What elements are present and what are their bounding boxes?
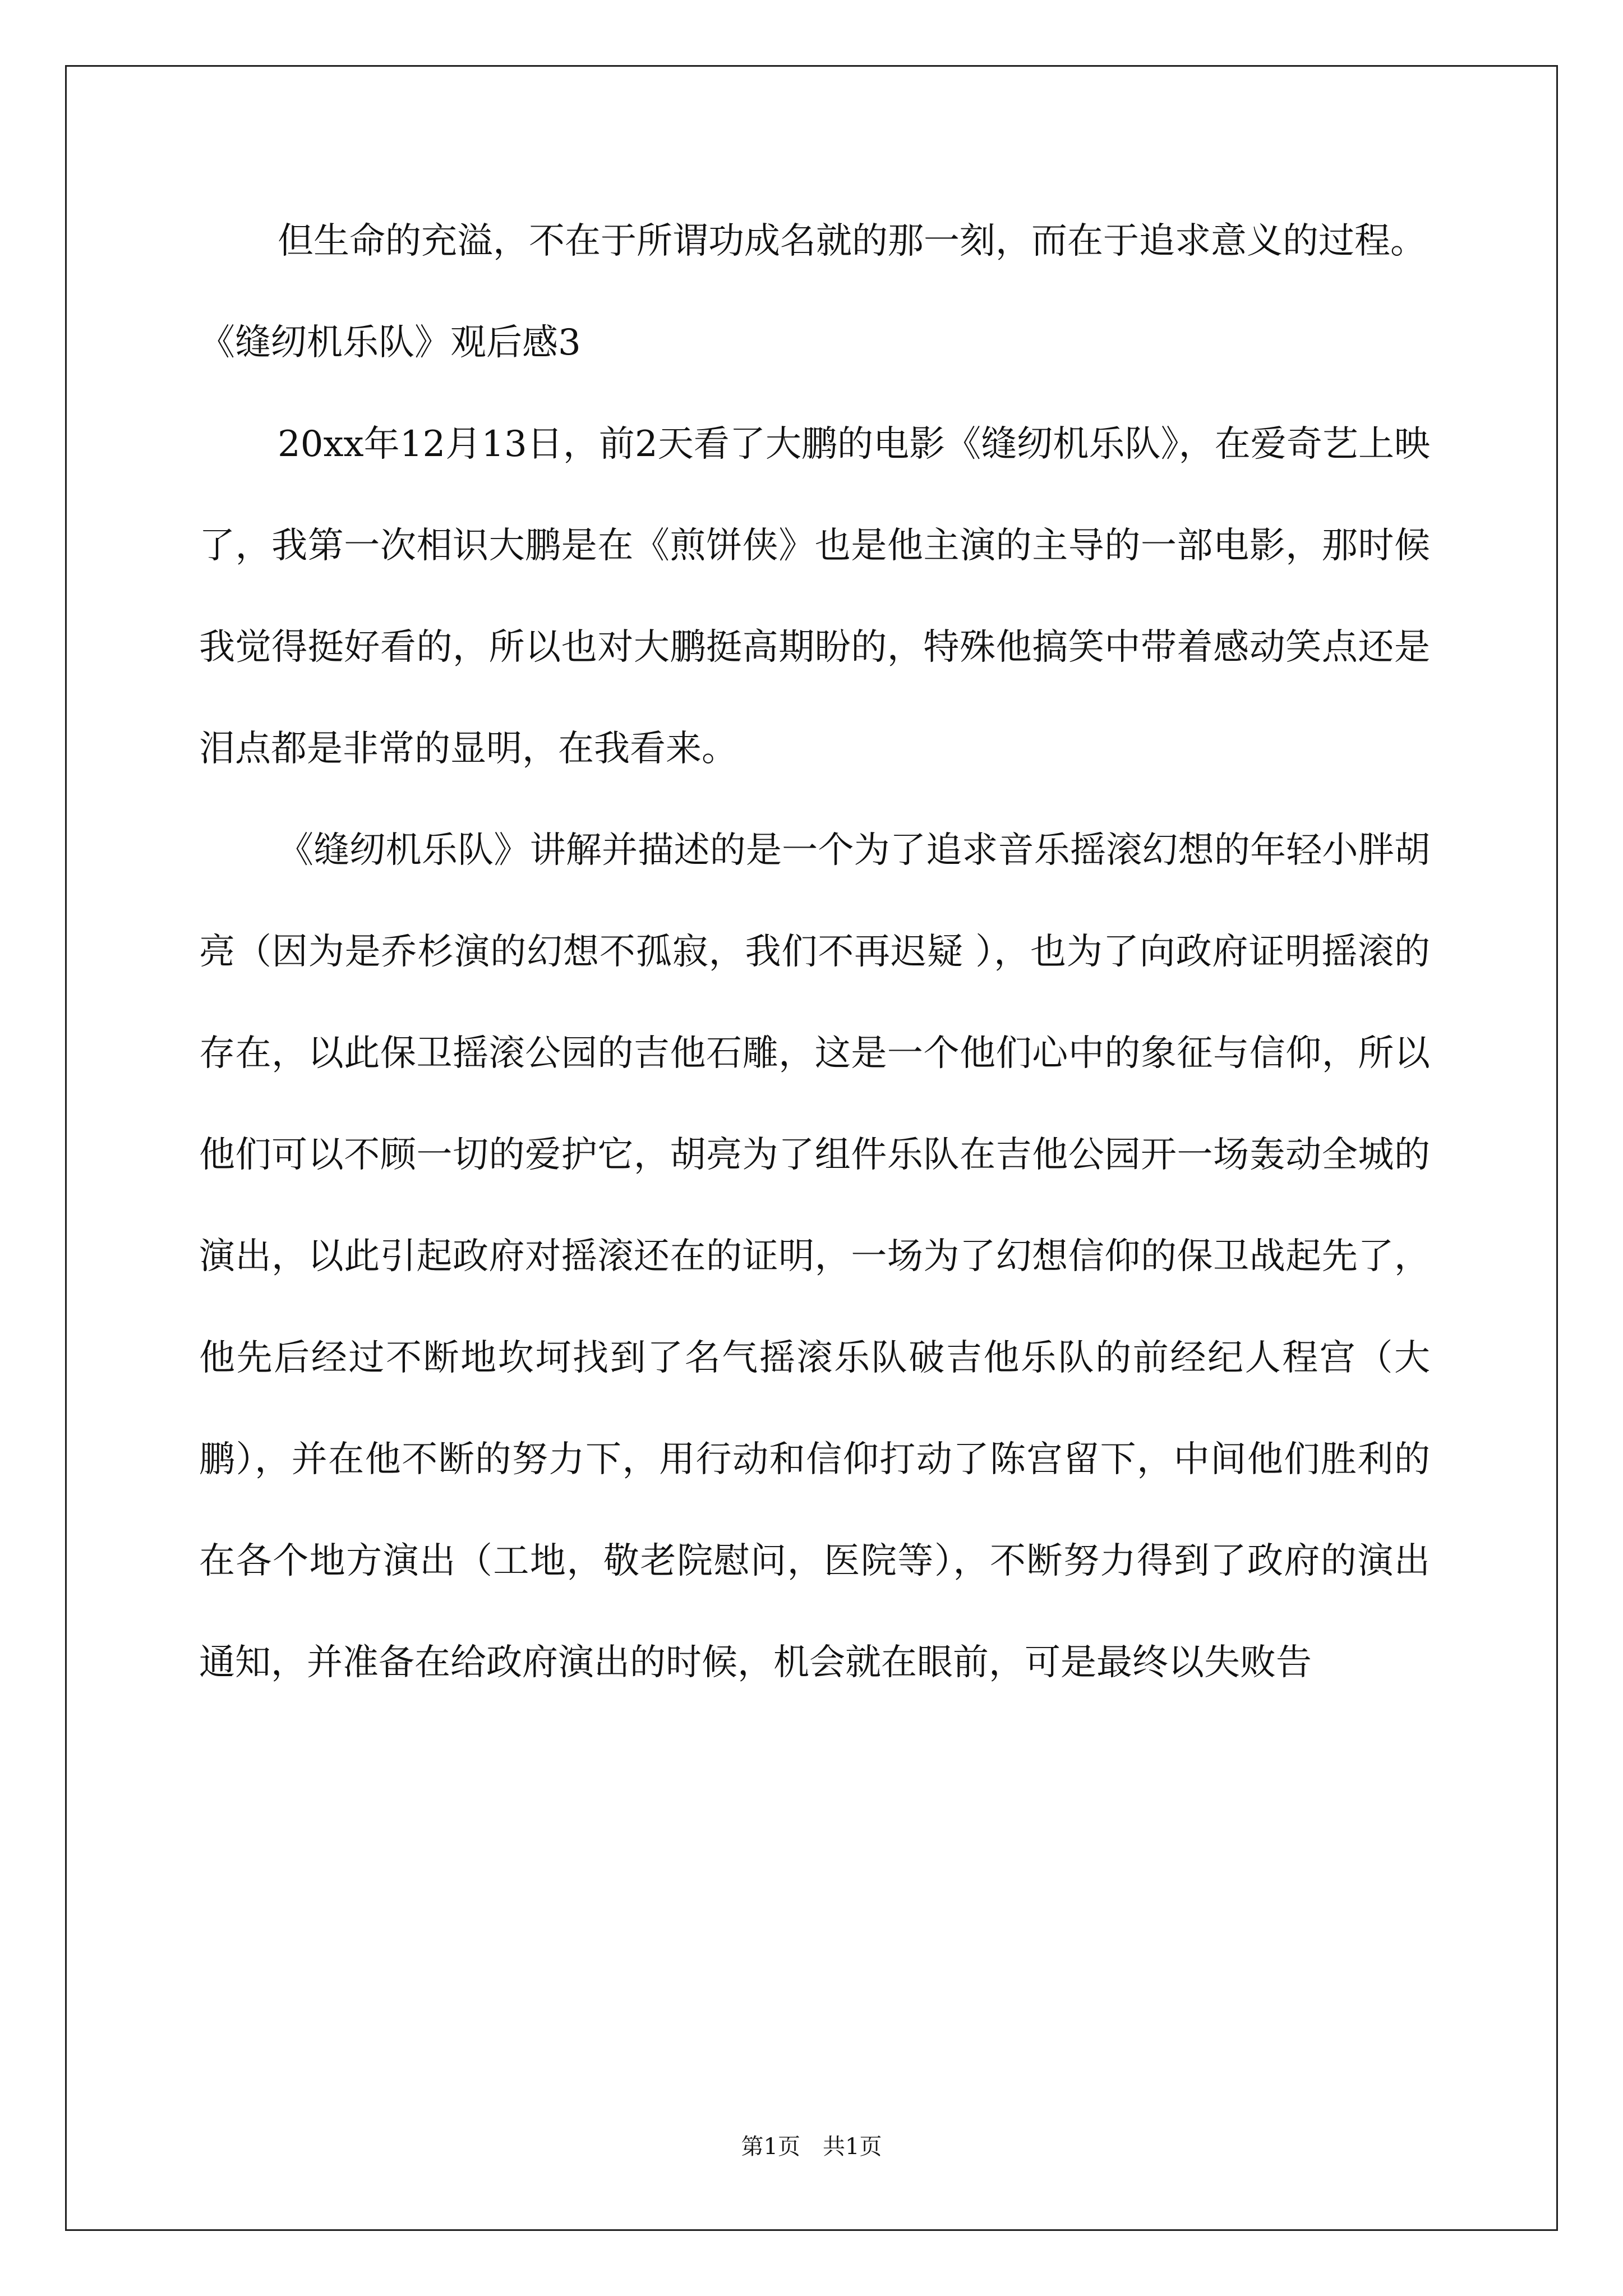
document-body: [199, 191, 1430, 1714]
page-footer: 第1页 共1页: [741, 2134, 882, 2160]
paragraph: 《缝纫机乐队》讲解并描述的是一个为了追求音乐摇滚幻想的年轻小胖胡亮（因为是乔杉演的幻想不孤寂，我们不再迟疑 ），也为了向政府证明摇滚的存在，以此保卫摇滚公园的吉他石雕，这是一个他们心中的象征与信仰，所以他们可以不顾一切的爱护它，胡亮为了组件乐队在吉他公园开一场轰动全城的演出，以此引起政府对摇滚还在的证明，一场为了幻想信仰的保卫战起先了，他先后经过不断地坎坷找到了名气摇滚乐队破吉他乐队的前经纪人程宫（大鹏），并在他不断的努力下，用行动和信仰打动了陈宫留下，中间他们胜利的在各个地方演出（工地，敬老院慰问，医院等），不断努力得到了政府的演出通知，并准备在给政府演出的时候，机会就在眼前，可是最终以失败告: [199, 830, 1430, 1683]
paragraph: 但生命的充溢，不在于所谓功成名就的那一刻，而在于追求意义的过程。: [278, 220, 1426, 262]
paragraph: 20xx年12月13日，前2天看了大鹏的电影《缝纫机乐队》，在爱奇艺上映了，我第一次相识大鹏是在《煎饼侠》也是他主演的主导的一部电影，那时候我觉得挺好看的，所以也对大鹏挺高期盼的，特殊他搞笑中带着感动笑点还是泪点都是非常的显明，在我看来。: [199, 424, 1430, 770]
section-heading: 《缝纫机乐队》观后感3: [199, 322, 581, 364]
